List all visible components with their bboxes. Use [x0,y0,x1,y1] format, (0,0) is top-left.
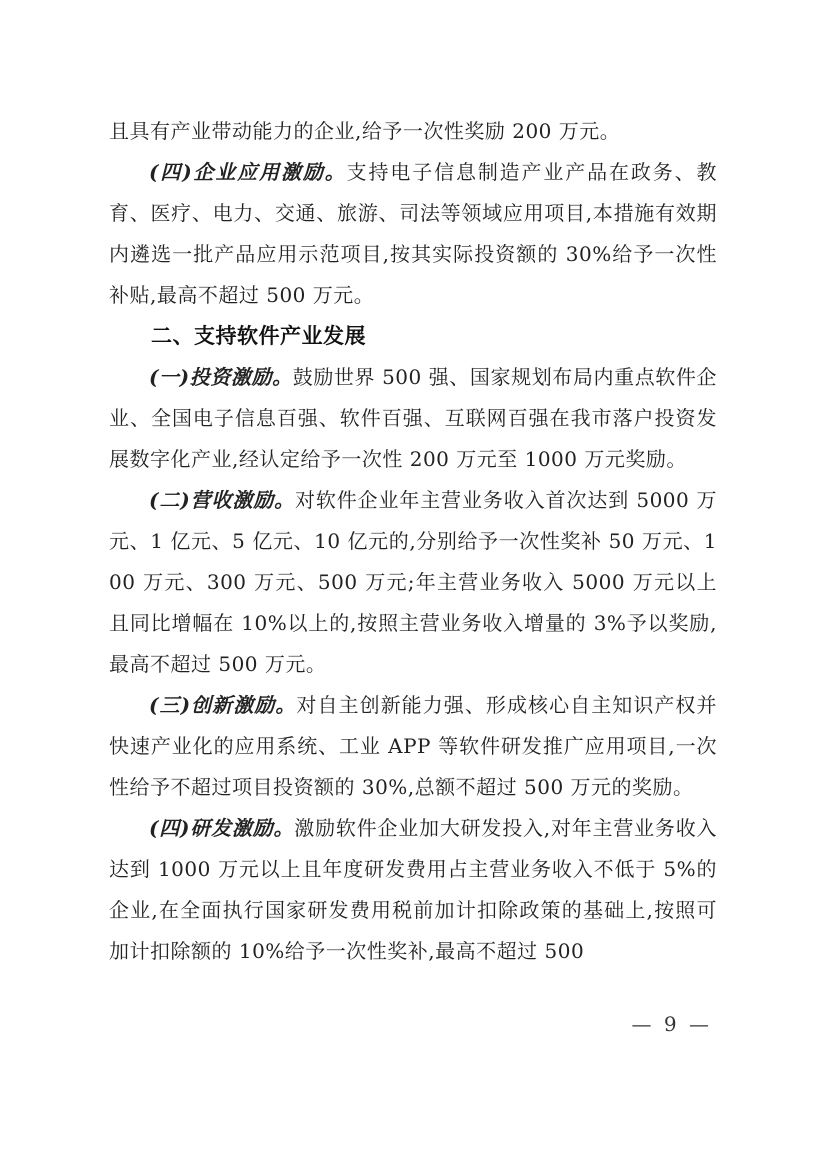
section-heading: 二、支持软件产业发展 [151,324,366,348]
item-text: 支持电子信息制造产业产品在政务、教育、医疗、电力、交通、旅游、司法等领域应用项目,本措施有效期内遴选一批产品应用示范项目,按其实际投资额的 30%给予一次性补贴,最高不超过 500 万元。 [109,160,717,307]
policy-item-paragraph [109,480,717,685]
policy-item-paragraph [109,685,717,808]
document-body [109,111,717,972]
item-label: (二)营收激励。 [149,488,295,512]
policy-item-paragraph [109,152,717,316]
page-number: — 9 — [631,1012,712,1036]
item-text: 对软件企业年主营业务收入首次达到 5000 万元、1 亿元、5 亿元、10 亿元的,分别给予一次性奖补 50 万元、100 万元、300 万元、500 万元;年主营业务收入 5000 万元以上且同比增幅在 10%以上的,按照主营业务收入增量的 3%予以奖励,最高不超过 500 万元。 [109,488,717,676]
item-label: (四)企业应用激励。 [149,160,347,184]
policy-item-paragraph [109,357,717,480]
paragraph-continuation: 且具有产业带动能力的企业,给予一次性奖励 200 万元。 [109,119,621,143]
item-label: (四)研发激励。 [149,816,295,840]
item-text: 对自主创新能力强、形成核心自主知识产权并快速产业化的应用系统、工业 APP 等软件研发推广应用项目,一次性给予不超过项目投资额的 30%,总额不超过 500 万元的奖励。 [109,693,717,799]
item-text: 鼓励世界 500 强、国家规划布局内重点软件企业、全国电子信息百强、软件百强、互联网百强在我市落户投资发展数字化产业,经认定给予一次性 200 万元至 1000 万元奖励。 [109,365,717,471]
item-text: 激励软件企业加大研发投入,对年主营业务收入达到 1000 万元以上且年度研发费用占主营业务收入不低于 5%的企业,在全面执行国家研发费用税前加计扣除政策的基础上,按照可加计扣除额的 10%给予一次性奖补,最高不超过 500 [109,816,717,963]
item-label: (一)投资激励。 [149,365,293,389]
policy-item-paragraph [109,808,717,972]
item-label: (三)创新激励。 [149,693,297,717]
